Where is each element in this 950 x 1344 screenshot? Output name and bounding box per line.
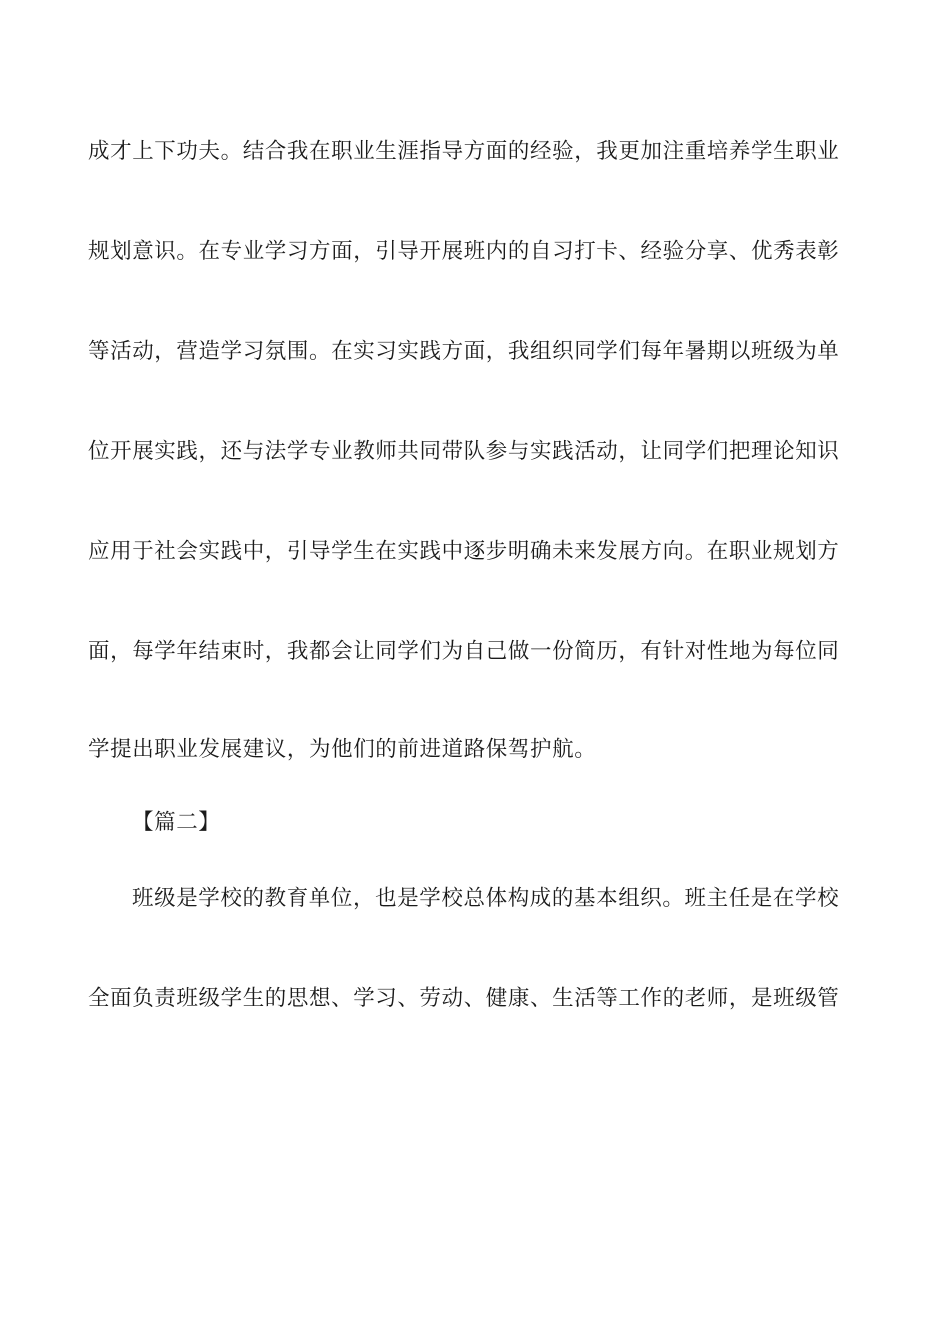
paragraph-line: 全面负责班级学生的思想、学习、劳动、健康、生活等工作的老师，是班级管 bbox=[88, 986, 840, 1011]
paragraph-line: 成才上下功夫。结合我在职业生涯指导方面的经验，我更加注重培养学生职业 bbox=[88, 139, 840, 164]
paragraph-line: 规划意识。在专业学习方面，引导开展班内的自习打卡、经验分享、优秀表彰 bbox=[88, 239, 840, 264]
paragraph-line: 学提出职业发展建议，为他们的前进道路保驾护航。 bbox=[88, 737, 597, 762]
paragraph-line: 等活动，营造学习氛围。在实习实践方面，我组织同学们每年暑期以班级为单 bbox=[88, 339, 840, 364]
paragraph-line: 应用于社会实践中，引导学生在实践中逐步明确未来发展方向。在职业规划方 bbox=[88, 539, 840, 564]
paragraph-line: 位开展实践，还与法学专业教师共同带队参与实践活动，让同学们把理论知识 bbox=[88, 439, 840, 464]
section-heading: 【篇二】 bbox=[132, 810, 221, 835]
paragraph-line: 面，每学年结束时，我都会让同学们为自己做一份简历，有针对性地为每位同 bbox=[88, 639, 840, 664]
paragraph-line: 班级是学校的教育单位，也是学校总体构成的基本组织。班主任是在学校 bbox=[132, 886, 840, 911]
